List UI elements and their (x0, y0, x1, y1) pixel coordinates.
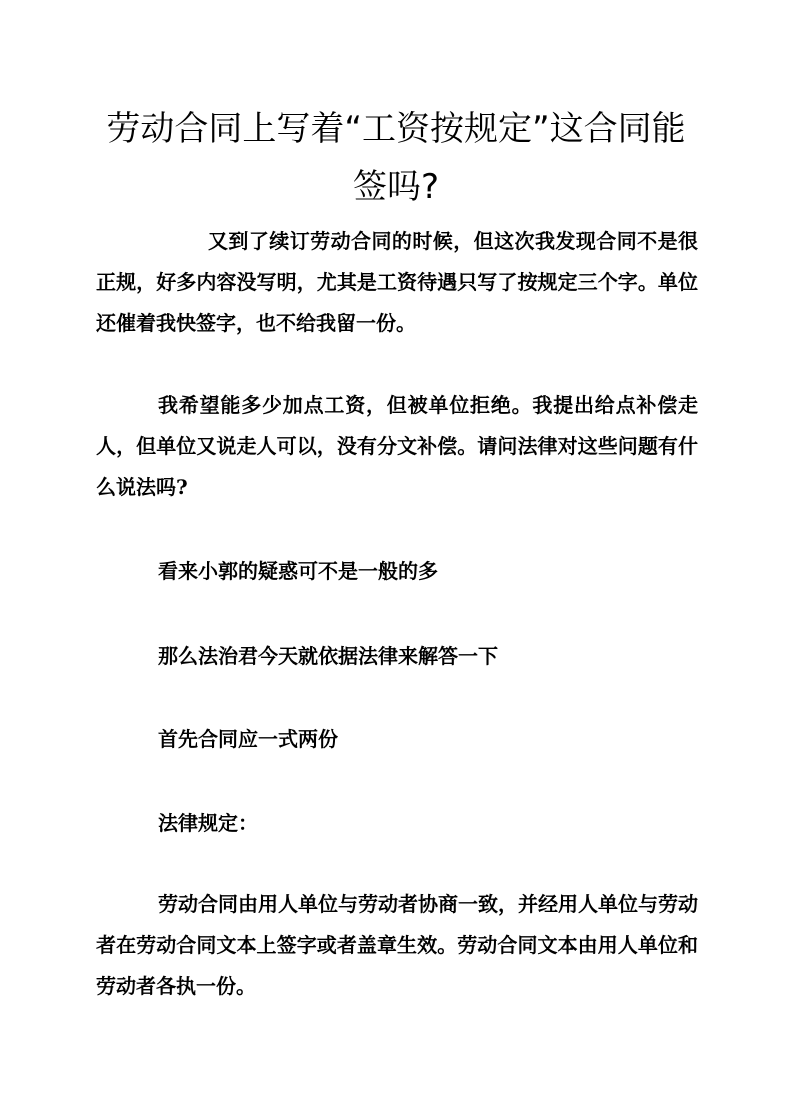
paragraph-5: 首先合同应一式两份 (158, 727, 338, 751)
law-heading: 法律规定： (158, 811, 258, 835)
paragraph-7: 劳动合同由用人单位与劳动者协商一致，并经用人单位与劳动者在劳动合同文本上签字或者盖章生效。劳动合同文本由用人单位和劳动者各执一份。 (96, 892, 698, 998)
paragraph-2: 我希望能多少加点工资，但被单位拒绝。我提出给点补偿走人，但单位又说走人可以，没有分文补偿。请问法律对这些问题有什么说法吗? (96, 393, 698, 499)
document-title: 劳动合同上写着“工资按规定”这合同能签吗? (106, 109, 686, 207)
paragraph-4: 那么法治君今天就依据法律来解答一下 (158, 644, 498, 668)
paragraph-1: 又到了续订劳动合同的时候，但这次我发现合同不是很正规，好多内容没写明，尤其是工资待遇只写了按规定三个字。单位还催着我快签字，也不给我留一份。 (96, 229, 698, 335)
paragraph-3: 看来小郭的疑惑可不是一般的多 (158, 559, 438, 583)
